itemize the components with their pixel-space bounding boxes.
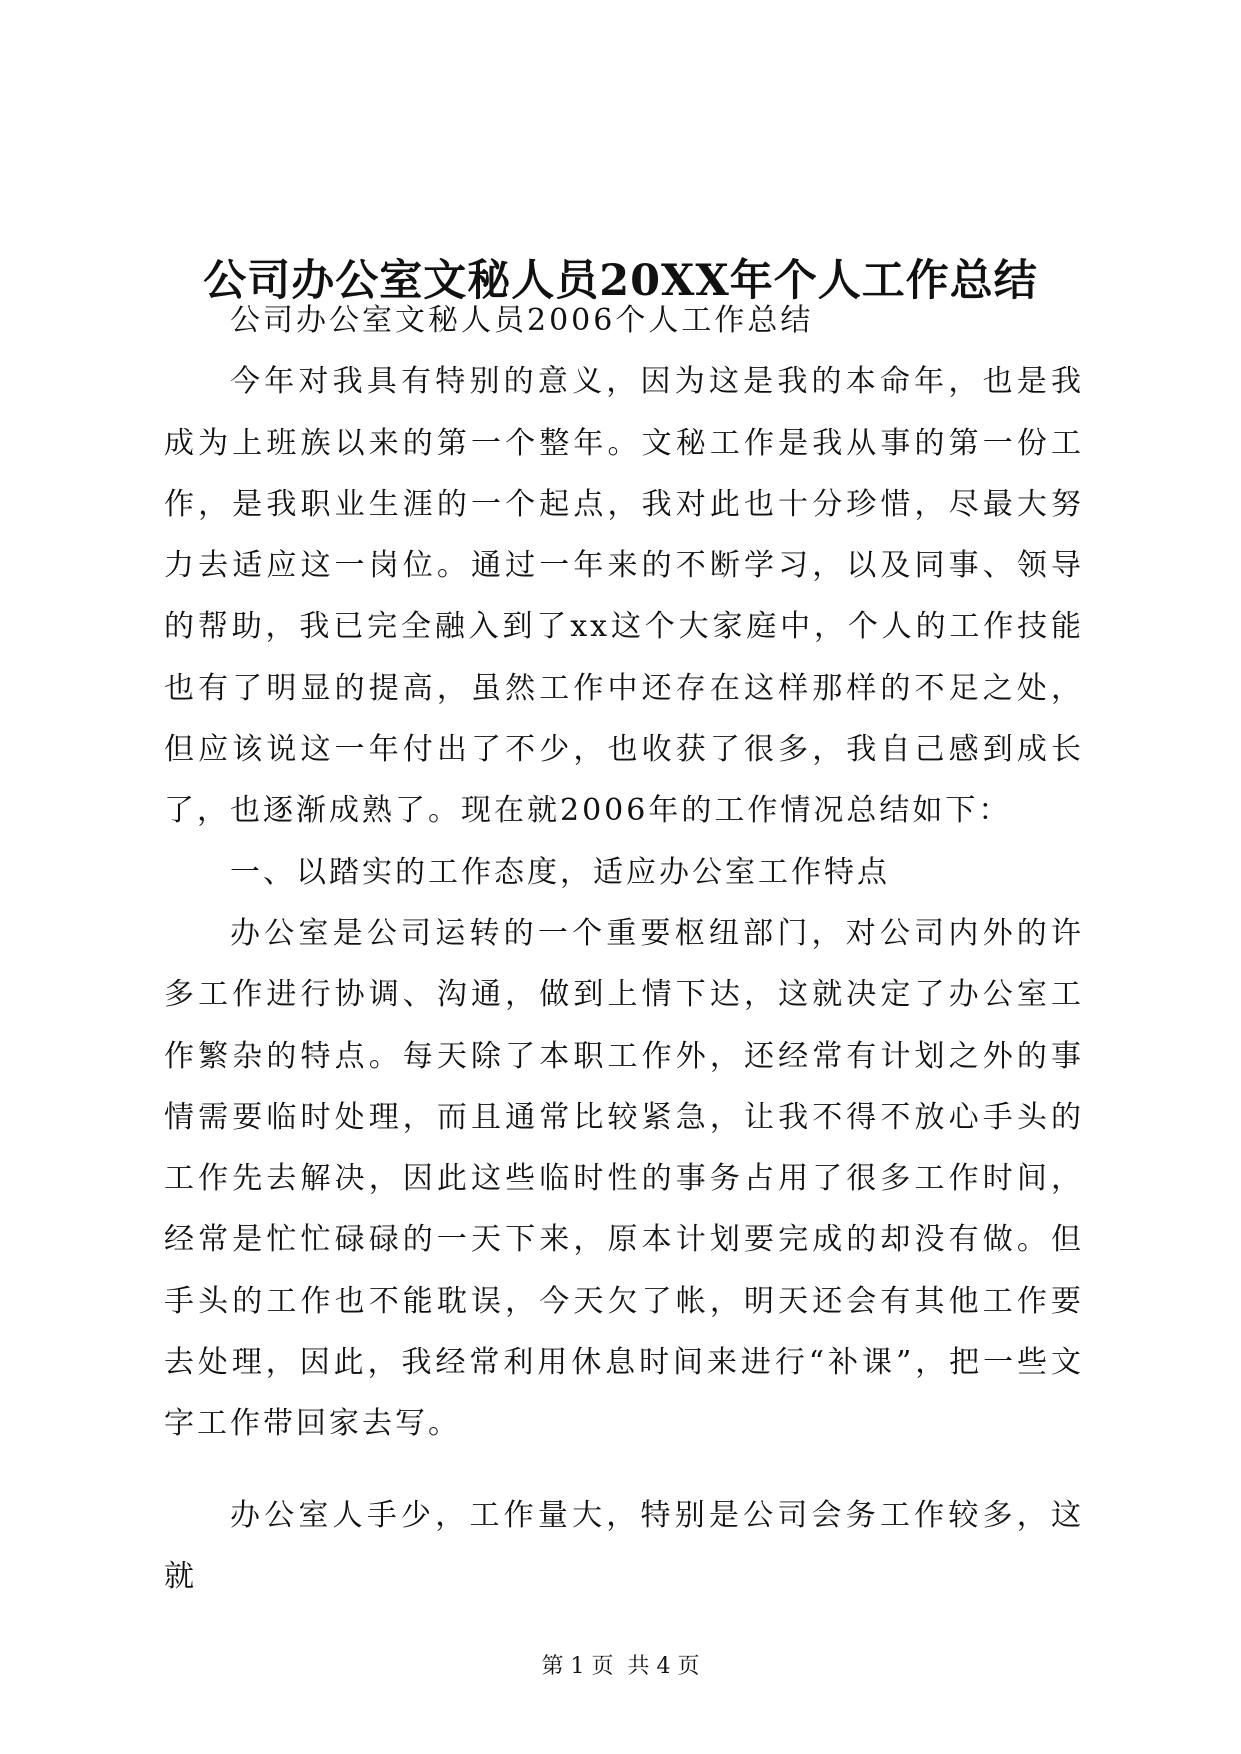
document-body	[164, 290, 1084, 1607]
page-number-footer: 第 1 页 共 4 页	[541, 1654, 700, 1679]
document-subtitle: 公司办公室文秘人员2006个人工作总结	[230, 303, 814, 338]
paragraph-office-duties: 办公室是公司运转的一个重要枢纽部门，对公司内外的许多工作进行协调、沟通，做到上情下达，这就决定了办公室工作繁杂的特点。每天除了本职工作外，还经常有计划之外的事情需要临时处理，而且通常比较紧急，让我不得不放心手头的工作先去解决，因此这些临时性的事务占用了很多工作时间，经常是忙忙碌碌的一天下来，原本计划要完成的却没有做。但手头的工作也不能耽误，今天欠了帐，明天还会有其他工作要去处理，因此，我经常利用休息时间来进行“补课”，把一些文字工作带回家去写。	[164, 915, 1084, 1442]
paragraph-staffing: 办公室人手少，工作量大，特别是公司会务工作较多，这就	[164, 1497, 1084, 1594]
paragraph-intro: 今年对我具有特别的意义，因为这是我的本命年，也是我成为上班族以来的第一个整年。文秘工作是我从事的第一份工作，是我职业生涯的一个起点，我对此也十分珍惜，尽最大努力去适应这一岗位。通过一年来的不断学习，以及同事、领导的帮助，我已完全融入到了xx这个大家庭中，个人的工作技能也有了明显的提高，虽然工作中还存在这样那样的不足之处，但应该说这一年付出了不少，也收获了很多，我自己感到成长了，也逐渐成熟了。现在就2006年的工作情况总结如下：	[164, 364, 1084, 829]
document-title: 公司办公室文秘人员20XX年个人工作总结	[203, 255, 1038, 306]
section-heading-1: 一、以踏实的工作态度，适应办公室工作特点	[230, 854, 890, 890]
